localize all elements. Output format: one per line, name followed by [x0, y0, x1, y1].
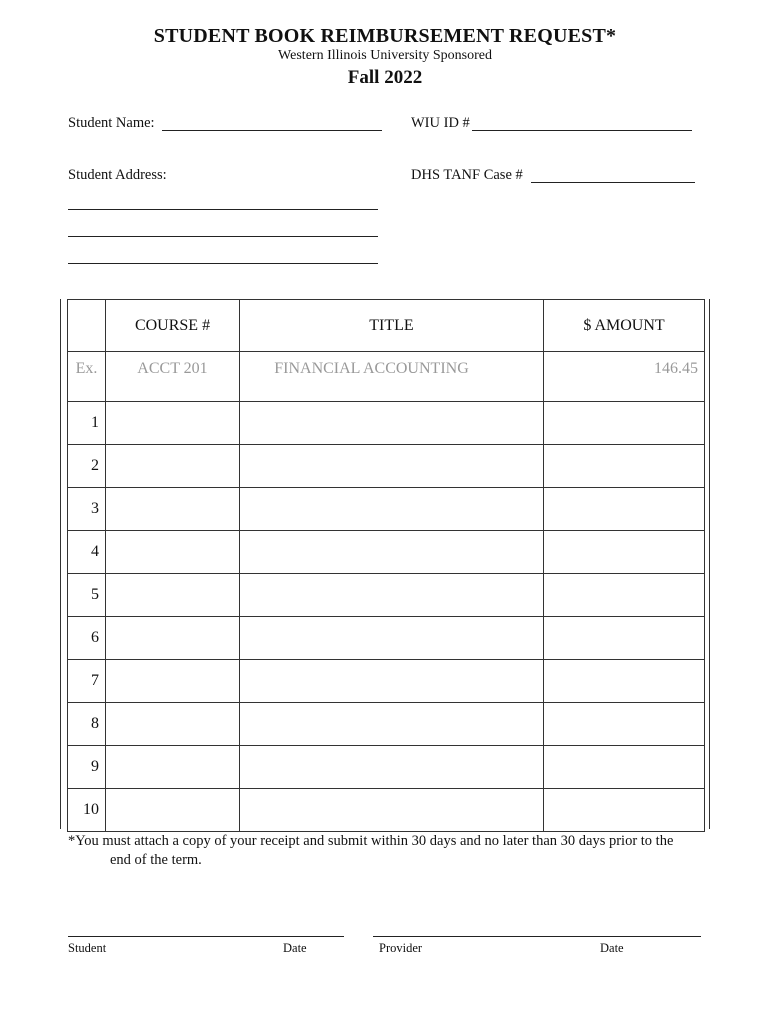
- row-number: 7: [68, 660, 106, 703]
- table-row: [68, 703, 705, 746]
- form-term: Fall 2022: [347, 67, 423, 88]
- course-cell[interactable]: [106, 445, 240, 488]
- row-number: 6: [68, 617, 106, 660]
- student-signature-line[interactable]: [68, 936, 344, 937]
- example-course: ACCT 201: [106, 352, 240, 402]
- student-address-label: Student Address:: [68, 167, 167, 183]
- course-cell[interactable]: [106, 789, 240, 832]
- header-title: TITLE: [240, 300, 544, 352]
- table-outer-left-border: [60, 299, 61, 829]
- example-row: [68, 352, 705, 402]
- title-cell[interactable]: [240, 617, 544, 660]
- course-table: [60, 299, 710, 829]
- form-subtitle: Western Illinois University Sponsored: [278, 48, 492, 63]
- row-number: 8: [68, 703, 106, 746]
- title-cell[interactable]: [240, 402, 544, 445]
- student-name-label: Student Name:: [68, 115, 155, 131]
- provider-signature-label: Provider: [379, 941, 423, 955]
- amount-cell[interactable]: [544, 488, 705, 531]
- provider-signature-line[interactable]: [373, 936, 701, 937]
- address-line-2[interactable]: [68, 236, 378, 237]
- amount-cell[interactable]: [544, 660, 705, 703]
- course-grid: [67, 299, 705, 832]
- header-number-cell: [68, 300, 106, 352]
- amount-cell[interactable]: [544, 445, 705, 488]
- title-cell[interactable]: [240, 660, 544, 703]
- title-cell[interactable]: [240, 488, 544, 531]
- row-number: 2: [68, 445, 106, 488]
- table-row: [68, 789, 705, 832]
- table-row: [68, 445, 705, 488]
- row-number: 5: [68, 574, 106, 617]
- title-cell[interactable]: [240, 789, 544, 832]
- student-signature-label: Student: [68, 941, 107, 955]
- table-row: [68, 488, 705, 531]
- table-row: [68, 402, 705, 445]
- example-title: FINANCIAL ACCOUNTING: [240, 352, 544, 402]
- dhs-tanf-field[interactable]: [531, 182, 695, 183]
- dhs-tanf-label: DHS TANF Case #: [411, 167, 523, 183]
- table-row: [68, 660, 705, 703]
- course-cell[interactable]: [106, 531, 240, 574]
- amount-cell[interactable]: [544, 703, 705, 746]
- table-header-row: [68, 300, 705, 352]
- amount-cell[interactable]: [544, 746, 705, 789]
- table-outer-right-border: [709, 299, 710, 829]
- provider-date-label: Date: [600, 941, 624, 955]
- row-number: 10: [68, 789, 106, 832]
- wiu-id-field[interactable]: [472, 130, 692, 131]
- course-cell[interactable]: [106, 703, 240, 746]
- footnote-line-2: end of the term.: [110, 852, 202, 868]
- title-cell[interactable]: [240, 746, 544, 789]
- table-row: [68, 617, 705, 660]
- footnote-line-1: *You must attach a copy of your receipt and submit within 30 days and no later than 30 days prior to the: [68, 833, 674, 849]
- example-label: Ex.: [68, 352, 106, 402]
- wiu-id-label: WIU ID #: [411, 115, 470, 131]
- table-row: [68, 531, 705, 574]
- row-number: 4: [68, 531, 106, 574]
- address-line-1[interactable]: [68, 209, 378, 210]
- row-number: 9: [68, 746, 106, 789]
- table-row: [68, 574, 705, 617]
- course-cell[interactable]: [106, 660, 240, 703]
- form-title: STUDENT BOOK REIMBURSEMENT REQUEST*: [153, 25, 617, 47]
- amount-cell[interactable]: [544, 402, 705, 445]
- title-cell[interactable]: [240, 703, 544, 746]
- header-amount: $ AMOUNT: [544, 300, 705, 352]
- course-cell[interactable]: [106, 488, 240, 531]
- title-cell[interactable]: [240, 531, 544, 574]
- header-course: COURSE #: [106, 300, 240, 352]
- course-cell[interactable]: [106, 402, 240, 445]
- example-amount: 146.45: [544, 352, 705, 402]
- amount-cell[interactable]: [544, 574, 705, 617]
- amount-cell[interactable]: [544, 531, 705, 574]
- row-number: 1: [68, 402, 106, 445]
- course-cell[interactable]: [106, 746, 240, 789]
- student-name-field[interactable]: [162, 130, 382, 131]
- amount-cell[interactable]: [544, 789, 705, 832]
- address-line-3[interactable]: [68, 263, 378, 264]
- table-row: [68, 746, 705, 789]
- title-cell[interactable]: [240, 574, 544, 617]
- student-date-label: Date: [283, 941, 307, 955]
- amount-cell[interactable]: [544, 617, 705, 660]
- course-cell[interactable]: [106, 617, 240, 660]
- title-cell[interactable]: [240, 445, 544, 488]
- course-cell[interactable]: [106, 574, 240, 617]
- footnote: [68, 832, 708, 870]
- row-number: 3: [68, 488, 106, 531]
